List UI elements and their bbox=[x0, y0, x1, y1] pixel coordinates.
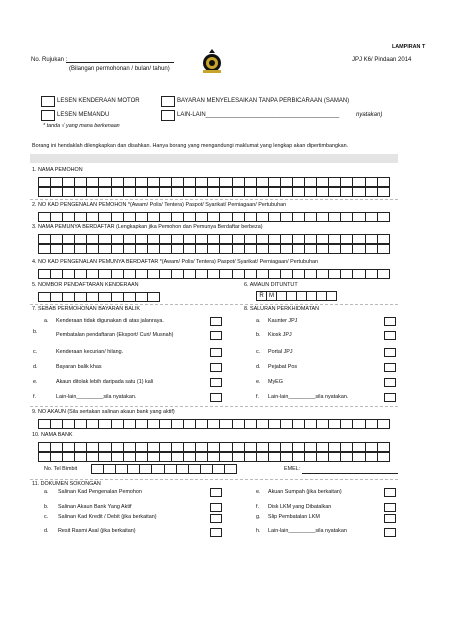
ref-label: No. Rujukan : bbox=[31, 57, 68, 63]
reason-letter: a. bbox=[44, 318, 49, 324]
channel-letter: f. bbox=[256, 394, 259, 400]
doc-letter: h. bbox=[256, 528, 261, 534]
divider bbox=[30, 406, 398, 407]
channel-checkbox[interactable] bbox=[384, 393, 396, 402]
doc-text: Disk LKM yang Dibatalkan bbox=[268, 504, 332, 510]
channel-text: Lain-lain_________sila nyatakan. bbox=[268, 394, 349, 400]
divider bbox=[30, 479, 398, 480]
divider bbox=[30, 304, 398, 305]
channel-letter: b. bbox=[256, 332, 261, 338]
field-1-label: 1. NAMA PEMOHON bbox=[32, 167, 83, 173]
doc-letter: e. bbox=[256, 489, 261, 495]
ref-number-field[interactable] bbox=[66, 62, 174, 63]
account-number-grid[interactable] bbox=[38, 419, 390, 429]
tick-note: * tanda √ yang mana berkenaan bbox=[43, 123, 120, 129]
reason-checkbox[interactable] bbox=[210, 363, 222, 372]
opt-bayaran-saman: BAYARAN MENYELESAIKAN TANPA PERBICARAAN (SAMAN) bbox=[177, 98, 350, 104]
reason-checkbox[interactable] bbox=[210, 393, 222, 402]
amount-grid[interactable] bbox=[256, 291, 337, 301]
attachment-label: LAMPIRAN T bbox=[392, 44, 426, 50]
reason-text: Lain-lain_________sila nyatakan. bbox=[56, 394, 137, 400]
channel-letter: e. bbox=[256, 379, 261, 385]
reason-text: Kenderaan tidak digunakan di atas jalanraya. bbox=[56, 318, 164, 324]
vehicle-reg-grid[interactable] bbox=[38, 292, 160, 302]
channel-text: Portal JPJ bbox=[268, 349, 293, 355]
nama-pemunya-grid[interactable] bbox=[38, 234, 390, 244]
rm-m: M bbox=[267, 291, 277, 301]
reason-checkbox[interactable] bbox=[210, 348, 222, 357]
doc-text: Salinan Kad Pengenalan Pemohon bbox=[58, 489, 142, 495]
opt-lain-lain: LAIN-LAIN________________________________________ bbox=[177, 112, 340, 118]
ic-pemunya-grid[interactable] bbox=[38, 269, 390, 279]
field-11-label: 11. DOKUMEN SOKONGAN bbox=[32, 481, 101, 487]
doc-letter: a. bbox=[44, 489, 49, 495]
channel-text: MyEG bbox=[268, 379, 283, 385]
instruction-text: Borang ini hendaklah dilengkapkan dan disahkan. Hanya borang yang mengandungi maklumat yang lengkap akan dipertimbangkan. bbox=[32, 143, 349, 149]
opt-lesen-memandu: LESEN MEMANDU bbox=[57, 112, 110, 118]
reason-letter: c. bbox=[33, 349, 38, 355]
checkbox-lain-lain[interactable] bbox=[161, 110, 175, 121]
channel-checkbox[interactable] bbox=[384, 348, 396, 357]
doc-text: Akuan Sumpah (jika berkaitan) bbox=[268, 489, 342, 495]
phone-grid[interactable] bbox=[91, 464, 237, 474]
section-bar bbox=[30, 154, 398, 163]
phone-label: No. Tel Bimbit bbox=[44, 466, 78, 472]
field-3-label: 3. NAMA PEMUNYA BERDAFTAR (Lengkapkan jika Pemohon dan Pemunya Berdaftar berbeza) bbox=[32, 224, 263, 230]
doc-checkbox[interactable] bbox=[384, 503, 396, 512]
field-5-label: 5. NOMBOR PENDAFTARAN KENDERAAN bbox=[32, 282, 139, 288]
checkbox-bayaran-saman[interactable] bbox=[161, 96, 175, 107]
doc-text: Slip Pembatalan LKM bbox=[268, 514, 320, 520]
doc-checkbox[interactable] bbox=[210, 503, 222, 512]
reason-letter: f. bbox=[33, 394, 36, 400]
field-7-label: 7. SEBAB PERMOHONAN BAYARAN BALIK bbox=[32, 306, 140, 312]
reason-checkbox[interactable] bbox=[210, 331, 222, 340]
doc-checkbox[interactable] bbox=[210, 488, 222, 497]
doc-checkbox[interactable] bbox=[210, 528, 222, 537]
reason-text: Pembatalan pendaftaran (Eksport/ Curi/ Musnah) bbox=[56, 332, 174, 338]
bank-name-grid[interactable] bbox=[38, 442, 390, 452]
reason-letter: d. bbox=[33, 364, 38, 370]
checkbox-lesen-kenderaan[interactable] bbox=[41, 96, 55, 107]
field-8-label: 8. SALURAN PERKHIDMATAN bbox=[244, 306, 319, 312]
channel-letter: d. bbox=[256, 364, 261, 370]
reason-checkbox[interactable] bbox=[210, 378, 222, 387]
doc-letter: f. bbox=[256, 504, 259, 510]
channel-text: Pejabat Pos bbox=[268, 364, 298, 370]
doc-text: Salinan Kad Kredit / Debit (jika berkaitan) bbox=[58, 514, 157, 520]
channel-checkbox[interactable] bbox=[384, 378, 396, 387]
doc-text: Lain-lain_________sila nyatakan bbox=[268, 528, 347, 534]
ic-pemohon-grid[interactable] bbox=[38, 212, 390, 222]
doc-checkbox[interactable] bbox=[384, 488, 396, 497]
bank-name-grid-2[interactable] bbox=[38, 452, 390, 462]
nama-pemohon-grid[interactable] bbox=[38, 177, 390, 187]
doc-checkbox[interactable] bbox=[384, 528, 396, 537]
reason-letter: e. bbox=[33, 379, 38, 385]
channel-letter: a. bbox=[256, 318, 261, 324]
jpj-crest-icon bbox=[199, 48, 225, 74]
reason-text: Bayaran balik khas bbox=[56, 364, 102, 370]
opt-lesen-kenderaan: LESEN KENDERAAN MOTOR bbox=[57, 98, 140, 104]
email-field[interactable] bbox=[302, 473, 398, 474]
divider bbox=[30, 199, 398, 200]
reason-letter: b. bbox=[33, 329, 38, 335]
reason-text: Kenderaan kecurian/ hilang. bbox=[56, 349, 124, 355]
channel-text: Kiosk JPJ bbox=[268, 332, 292, 338]
doc-letter: d. bbox=[44, 528, 49, 534]
reason-checkbox[interactable] bbox=[210, 317, 222, 326]
email-label: EMEL: bbox=[284, 466, 301, 472]
channel-checkbox[interactable] bbox=[384, 363, 396, 372]
channel-letter: c. bbox=[256, 349, 261, 355]
channel-checkbox[interactable] bbox=[384, 317, 396, 326]
field-2-label: 2. NO KAD PENGENALAN PEMOHON *(Awam/ Polis/ Tentera) Paspot/ Syarikat/ Perniagaan/ Pertubuhan bbox=[32, 202, 287, 208]
nama-pemunya-grid-2[interactable] bbox=[38, 244, 390, 254]
nama-pemohon-grid-2[interactable] bbox=[38, 187, 390, 197]
doc-letter: g. bbox=[256, 514, 261, 520]
channel-text: Kaunter JPJ bbox=[268, 318, 298, 324]
field-9-label: 9. NO AKAUN (Sila sertakan salinan akaun bank yang aktif) bbox=[32, 409, 175, 415]
doc-checkbox[interactable] bbox=[210, 514, 222, 523]
form-code: JPJ K6/ Pindaan 2014 bbox=[352, 57, 412, 63]
doc-checkbox[interactable] bbox=[384, 514, 396, 523]
ref-hint: (Bilangan permohonan / bulan/ tahun) bbox=[69, 66, 170, 72]
doc-text: Salinan Akaun Bank Yang Aktif bbox=[58, 504, 132, 510]
field-4-label: 4. NO KAD PENGENALAN PEMUNYA BERDAFTAR *(Awam/ Polis/ Tentera) Paspot/ Syarikat/ Perniagaan/ Pertubuhan bbox=[32, 259, 319, 265]
field-6-label: 6. AMAUN DITUNTUT bbox=[244, 282, 298, 288]
doc-letter: b. bbox=[44, 504, 49, 510]
checkbox-lesen-memandu[interactable] bbox=[41, 110, 55, 121]
doc-letter: c. bbox=[44, 514, 49, 520]
reason-text: Akaun ditolak lebih daripada satu (1) kali bbox=[56, 379, 154, 385]
opt-lain-lain-suffix: nyatakan) bbox=[356, 112, 383, 118]
doc-text: Resit Rasmi Asal (jika berkaitan) bbox=[58, 528, 136, 534]
channel-checkbox[interactable] bbox=[384, 331, 396, 340]
field-10-label: 10. NAMA BANK bbox=[32, 432, 73, 438]
rm-r: R bbox=[257, 291, 267, 301]
